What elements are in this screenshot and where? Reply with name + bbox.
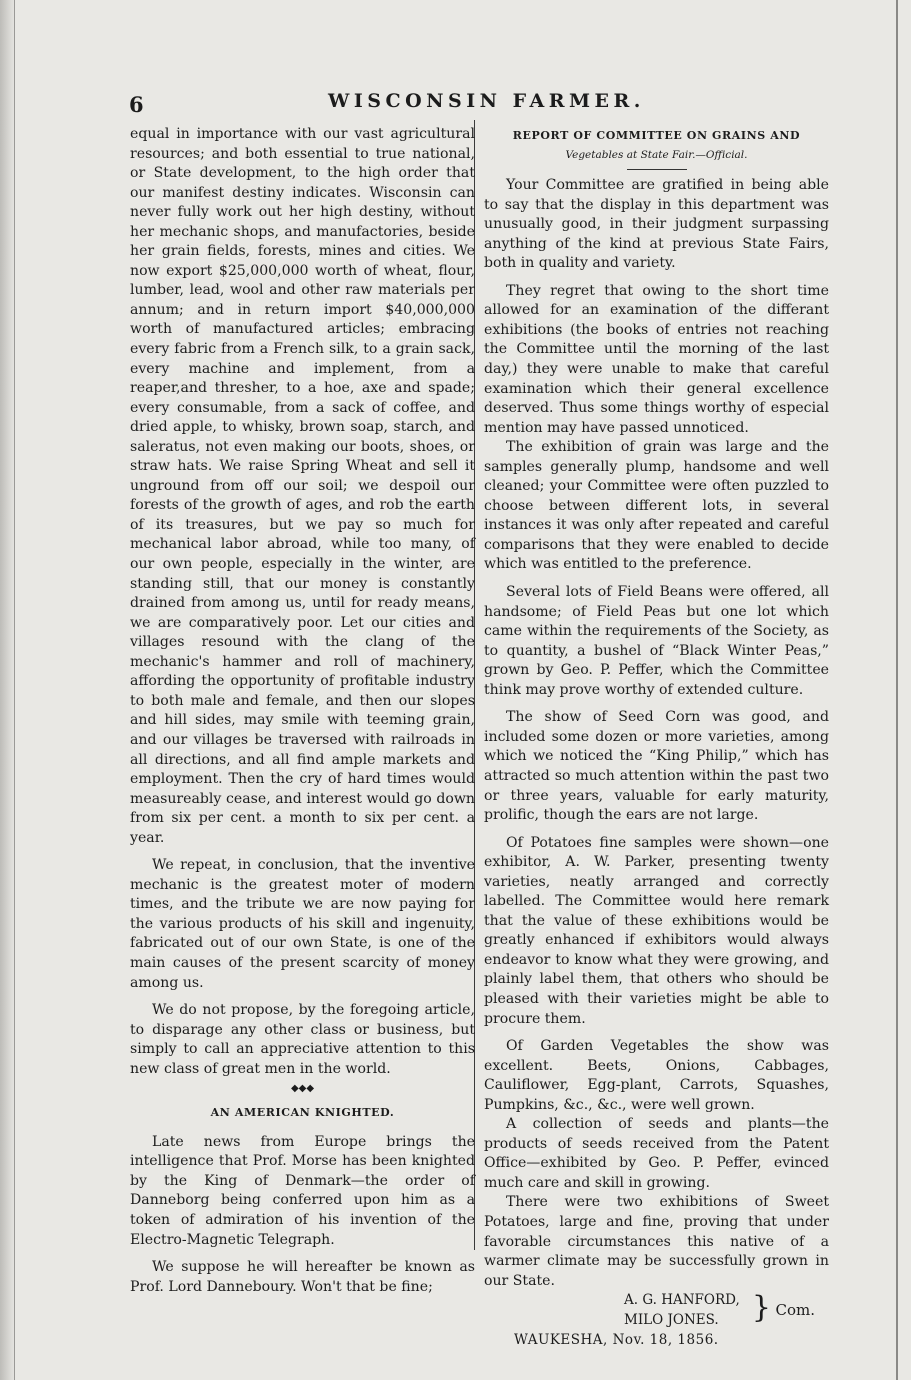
report-paragraph-4: Several lots of Field Beans were offered, all handsome; of Field Peas but one lot which came within the requirements of the Society, as to quantity, a bushel of “Black Winter Peas,” grown by Geo. P. Peffer, which the Committee think may prove worthy of extended culture. (484, 584, 829, 698)
left-paragraph-1: equal in importance with our vast agricultural resources; and both essential to true national, or State development, to the high order that our manifest destiny indicates. Wisconsin can never fully work out her high destiny, without her mechanic shops, and manufactories, beside her grain fields, forests, mines and cities. We now export $25,000,000 worth of wheat, flour, lumber, lead, wool and other raw materials per annum; and in return import $40,000,000 worth of manufactured articles; embracing every fabric from a French silk, to a grain sack, every machine and implement, from a reaper,and thresher, to a hoe, axe and spade; every consumable, from a sack of coffee, and dried apple, to whisky, brown soap, starch, and saleratus, not even making our boots, shoes, or straw hats. We raise Spring Wheat and sell it unground from off our soil; we despoil our forests of the growth of ages, and rob the earth of its treasures, but we pay so much for mechanical labor abroad, while too many, of our own people, especially in the winter, are standing still, that our money is constantly drained from among us, until for ready means, we are comparatively poor. Let our cities and villages resound with the clang of the mechanic's hammer and roll of machinery, affording the opportunity of profitable industry to both male and female, and then our slopes and hill sides, may smile with teeming grain, and our villages be traversed with railroads in all directions, and all find ample markets and employment. Then the cry of hard times would measureably cease, and interest would go down from six per cent. a month to six per cent. a year. (130, 126, 475, 846)
report-paragraph-6: Of Potatoes fine samples were shown—one exhibitor, A. W. Parker, presenting twenty varieties, neatly arranged and correctly labelled. The Committee would here remark that the value of these exhibitions would be greatly enhanced if exhibitors would always endeavor to know what they were growing, and plainly label them, that others who should be pleased with their varieties might be able to procure them. (484, 834, 829, 1027)
left-paragraph-3: We do not propose, by the foregoing article, to disparage any other class or business, but simply to call an appreciative attention to this new class of great men in the world. (130, 1002, 475, 1077)
signature-hanford: A. G. HANFORD, (624, 1292, 740, 1309)
page-number: 6 (129, 92, 144, 117)
report-paragraph-2: They regret that owing to the short time allowed for an examination of the differant exhibitions (the books of entries not reaching the Committee until the morning of the last day,) they were unable to make that careful examination which their general excellence deserved. Thus some things worthy of especial mention may have passed unnoticed. (484, 282, 829, 436)
report-title: REPORT OF COMMITTEE ON GRAINS AND (512, 129, 801, 142)
report-paragraph-1: Your Committee are gratified in being able to say that the display in this department was unusually good, in their judgment surpassing anything of the kind at previous State Fairs, both in quality and variety. (484, 177, 829, 272)
report-paragraph-7: Of Garden Vegetables the show was excellent. Beets, Onions, Cabbages, Cauliflower, Egg-plant, Carrots, Squashes, Pumpkins, &c., &c., were well grown. (484, 1038, 829, 1113)
signature-committee: Com. (775, 1301, 815, 1320)
report-subtitle: Vegetables at State Fair.—Official. (565, 148, 748, 161)
running-head: WISCONSIN FARMER. (328, 90, 645, 112)
signature-brace: } (751, 1290, 771, 1326)
knighted-paragraph-2: We suppose he will hereafter be known as Prof. Lord Danneboury. Won't that be fine; (130, 1259, 475, 1295)
right-column (484, 124, 829, 1351)
place-date: WAUKESHA, Nov. 18, 1856. (514, 1332, 719, 1349)
knighted-paragraph-1: Late news from Europe brings the intelligence that Prof. Morse has been knighted by the King of Denmark—the order of Danneborg being conferred upon him as a token of admiration of his invention of the Electro-Magnetic Telegraph. (130, 1133, 475, 1248)
article-title-knighted: AN AMERICAN KNIGHTED. (210, 1106, 395, 1120)
report-paragraph-3: The exhibition of grain was large and the samples generally plump, handsome and well cleaned; your Committee were often puzzled to choose between different lots, in several instances it was only after repeated and careful comparisons that they were enabled to decide which was entitled to the preference. (484, 439, 829, 573)
title-rule (627, 169, 687, 170)
left-paragraph-2: We repeat, in conclusion, that the inventive mechanic is the greatest moter of modern times, and the tribute we are now paying for the various products of his skill and ingenuity, fabricated out of our own State, is one of the main causes of the present scarcity of money among us. (130, 857, 475, 991)
report-paragraph-8: A collection of seeds and plants—the products of seeds received from the Patent Office—exhibited by Geo. P. Peffer, evinced much care and skill in growing. (484, 1116, 829, 1191)
page-binding-edge (0, 0, 15, 1380)
left-column (130, 125, 475, 1297)
signature-block (484, 1291, 829, 1331)
report-paragraph-9: There were two exhibitions of Sweet Potatoes, large and fine, proving that under favorable circumstances this native of a warmer climate may be successfully grown in our State. (484, 1194, 829, 1289)
signature-jones: MILO JONES. (624, 1311, 719, 1328)
page-right-edge (896, 0, 898, 1380)
report-paragraph-5: The show of Seed Corn was good, and included some dozen or more varieties, among which we noticed the “King Philip,” which has attracted so much attention within the past two or three years, valuable for early maturity, prolific, though the ears are not large. (484, 709, 829, 824)
section-ornament: ◆◆◆ (290, 1083, 315, 1095)
